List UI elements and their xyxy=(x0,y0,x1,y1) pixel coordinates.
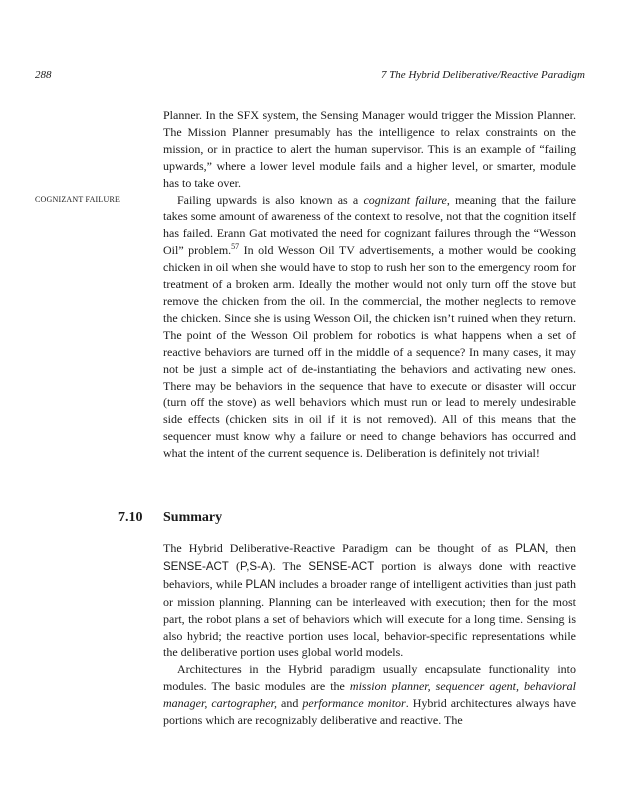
psa-term: P,S-A xyxy=(240,560,269,573)
p3-text-e: portion is always done with reactive behaviors, while xyxy=(163,558,576,591)
p3-text-a: The Hybrid Deliberative-Reactive Paradigm can be thought of as xyxy=(163,541,516,555)
body-text-summary xyxy=(163,540,576,729)
margin-note: COGNIZANT FAILURE xyxy=(35,195,121,204)
section-number: 7.10 xyxy=(118,510,143,525)
paragraph-4 xyxy=(163,661,576,729)
p2-text-b: , meaning that the failure takes some amount of awareness of the context to resolve, not that the cognition itself has failed. Erann Gat motivated the need for cognizant failures through the “Wesson Oil” problem. xyxy=(163,192,577,258)
p3-text-f: includes a broader range of intelligent activities than just path or mission planning. Planning can be interleaved with execution; then for the most part, the robot plans a set of behaviors which will execute for a long time. Sensing is also hybrid; the reactive portion uses local, behavior-specific representations while the deliberative portion uses global world models. xyxy=(163,576,576,660)
sense-act-term-1: SENSE-ACT xyxy=(163,560,229,573)
p2-text-c: In old Wesson Oil TV advertisements, a mother would be cooking chicken in oil when she would have to stop to rush her son to the emergency room for treatment of a broken arm. Ideally the mother would not only turn off the stove but remove the chicken from the oil. In the commercial, the mother neglects to remove the chicken. Since she is using Wesson Oil, the chicken isn’t ruined when they return. The point of the Wesson Oil problem for robotics is what happens when a set of reactive behaviors are turned off in the middle of a sequence? In many cases, it may not be just a simple act of de-instantiating the behaviors and activating new ones. There may be behaviors in the sequence that have to execute or disaster will occur (turn off the stove) as well behaviors which must run or lead to merely undesirable side effects (chicken sits in oil if it is not removed). All of this means that the sequencer must know why a failure or need to change behaviors has occurred and what the intent of the current sequence is. Deliberation is definitely not trivial! xyxy=(163,243,576,461)
p3-text-b: , then xyxy=(545,541,576,555)
paragraph-3 xyxy=(163,540,576,661)
term-performance-monitor: performance monitor xyxy=(302,696,406,711)
paragraph-1: Planner. In the SFX system, the Sensing Manager would trigger the Mission Planner. The Mission Planner presumably has the intelligence to relax constraints on the mission, or in practice to alert the human supervisor. This is an example of “failing upwards,” where a lower level module fails and a higher level, or smarter, module has to take over. xyxy=(163,108,576,190)
p4-text-a: Architectures in the Hybrid paradigm usually encapsulate functionality into modules. The basic modules are the xyxy=(163,662,576,694)
body-text-upper xyxy=(163,107,576,462)
section-heading xyxy=(118,510,222,526)
chapter-running-title: 7 The Hybrid Deliberative/Reactive Paradigm xyxy=(380,69,585,81)
sense-act-term-2: SENSE-ACT xyxy=(308,560,375,573)
term-modules: mission planner, sequencer agent, behavioral manager, cartographer, xyxy=(163,679,577,711)
paragraph-2 xyxy=(163,192,576,463)
section-title: Summary xyxy=(163,510,223,525)
term-cognizant-failure: cognizant failure xyxy=(363,192,447,207)
p3-text-d: ). The xyxy=(268,558,309,573)
plan-term-2: PLAN xyxy=(245,578,276,591)
p3-text-c: ( xyxy=(228,558,241,573)
footnote-marker: 57 xyxy=(231,242,240,252)
page-number: 288 xyxy=(35,69,52,81)
running-head xyxy=(35,69,585,85)
p4-text-c: . Hybrid architectures always have portions which are recognizably deliberative and reactive. The xyxy=(163,696,577,728)
plan-term-1: PLAN xyxy=(515,543,546,555)
p2-text-a: Failing upwards is also known as a xyxy=(177,192,364,207)
p4-text-b: and xyxy=(277,696,303,711)
